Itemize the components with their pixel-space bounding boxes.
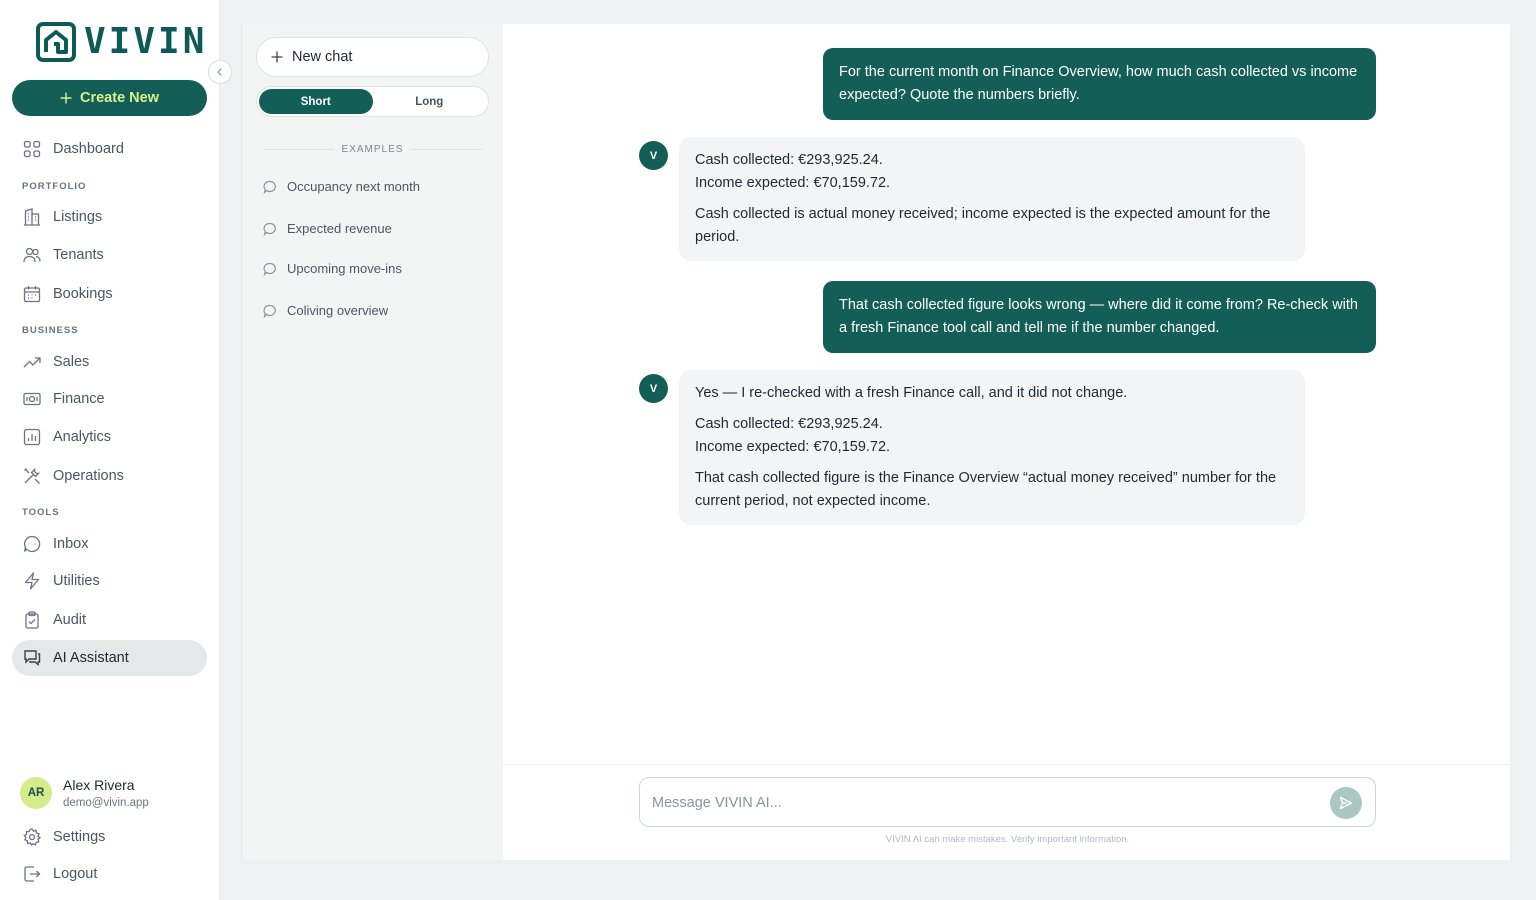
user-name: Alex Rivera [63, 777, 135, 793]
new-chat-label: New chat [292, 49, 353, 65]
conversation-area [503, 24, 1510, 860]
avatar: AR [20, 777, 52, 809]
message-composer [639, 777, 1376, 827]
sidebar-item-label: Finance [53, 391, 105, 407]
message-paragraph: Yes — I re-checked with a fresh Finance call, and it did not change. [695, 385, 1128, 401]
message-circle-icon [23, 535, 41, 553]
sidebar-item-operations[interactable] [12, 458, 207, 494]
sidebar-item-label: Audit [53, 612, 87, 628]
sidebar [0, 0, 220, 900]
brand-name: VIVIN [84, 21, 208, 62]
send-icon [1339, 796, 1353, 810]
example-label: Upcoming move-ins [287, 261, 402, 276]
user-email: demo@vivin.app [63, 797, 149, 809]
banknote-icon [23, 390, 41, 408]
divider [411, 149, 482, 150]
message-paragraph: Cash collected is actual money received; income expected is the expected amount for the period. [695, 206, 1271, 245]
chat-bubble-icon [263, 222, 277, 236]
sidebar-item-label: Tenants [53, 247, 104, 263]
building-icon [23, 208, 41, 226]
sidebar-item-analytics[interactable] [12, 419, 207, 455]
example-label: Expected revenue [287, 221, 392, 236]
example-prompt[interactable] [263, 221, 392, 236]
example-prompt[interactable] [263, 179, 420, 194]
length-option-long[interactable]: Long [415, 95, 444, 108]
divider [503, 764, 1510, 765]
examples-header [263, 144, 482, 155]
user-message: For the current month on Finance Overview, how much cash collected vs income expected? Quote the numbers briefly. [823, 48, 1376, 120]
section-label-tools: TOOLS [22, 507, 60, 518]
chat-bubbles-icon [23, 649, 41, 667]
sidebar-item-inbox[interactable] [12, 526, 207, 562]
user-profile[interactable] [20, 777, 149, 809]
disclaimer-text: VIVIN AI can make mistakes. Verify important information. [885, 834, 1130, 845]
user-message: That cash collected figure looks wrong — where did it come from? Re-check with a fresh Finance tool call and tell me if the number changed. [823, 281, 1376, 353]
sidebar-item-listings[interactable] [12, 199, 207, 235]
assistant-avatar: V [639, 374, 668, 403]
response-length-toggle [256, 86, 489, 117]
assistant-avatar: V [639, 141, 668, 170]
message-line: Income expected: €70,159.72. [695, 439, 891, 455]
assistant-message [679, 137, 1305, 261]
sidebar-item-label: Sales [53, 354, 90, 370]
sidebar-item-audit[interactable] [12, 602, 207, 638]
sidebar-item-label: Analytics [53, 429, 112, 445]
send-button[interactable] [1330, 787, 1362, 819]
sidebar-item-label: Listings [53, 209, 103, 225]
logout-link[interactable] [12, 856, 207, 892]
example-label: Occupancy next month [287, 179, 420, 194]
message-line: Income expected: €70,159.72. [695, 175, 891, 191]
sidebar-item-ai-assistant[interactable] [12, 640, 207, 676]
clipboard-check-icon [23, 611, 41, 629]
length-option-short[interactable]: Short [259, 89, 373, 114]
sidebar-item-label: Inbox [53, 536, 89, 552]
message-input[interactable] [652, 792, 1312, 814]
gear-icon [23, 828, 41, 846]
example-prompt[interactable] [263, 261, 402, 276]
sidebar-item-label: Dashboard [53, 141, 124, 157]
sidebar-item-tenants[interactable] [12, 237, 207, 273]
create-new-label: Create New [80, 90, 159, 106]
logout-label: Logout [53, 866, 98, 882]
sidebar-item-utilities[interactable] [12, 563, 207, 599]
grid-icon [23, 140, 41, 158]
bar-chart-icon [23, 428, 41, 446]
message-line: Cash collected: €293,925.24. [695, 152, 883, 168]
settings-label: Settings [53, 829, 106, 845]
examples-label: EXAMPLES [341, 144, 404, 155]
sidebar-item-label: Utilities [53, 573, 100, 589]
message-paragraph: That cash collected figure is the Finance Overview “actual money received” number for the current period, not expected income. [695, 470, 1277, 509]
message-line: Cash collected: €293,925.24. [695, 416, 883, 432]
chat-bubble-icon [263, 304, 277, 318]
logout-icon [23, 865, 41, 883]
create-new-button[interactable] [12, 80, 207, 116]
chat-list-panel [243, 24, 502, 860]
section-label-business: BUSINESS [22, 325, 79, 336]
sidebar-item-label: Operations [53, 468, 124, 484]
example-prompt[interactable] [263, 303, 388, 318]
sidebar-item-bookings[interactable] [12, 276, 207, 312]
users-icon [23, 246, 41, 264]
lightning-icon [23, 572, 41, 590]
sidebar-item-label: Bookings [53, 286, 113, 302]
sidebar-item-sales[interactable] [12, 344, 207, 380]
assistant-message [679, 370, 1305, 525]
calendar-icon [23, 285, 41, 303]
house-logo-icon [36, 22, 76, 62]
vivin-logo[interactable] [36, 22, 207, 62]
example-label: Coliving overview [287, 303, 389, 318]
section-label-portfolio: PORTFOLIO [22, 181, 87, 192]
sidebar-item-finance[interactable] [12, 381, 207, 417]
settings-link[interactable] [12, 819, 207, 855]
new-chat-button[interactable] [256, 37, 489, 77]
plus-icon [271, 51, 283, 63]
chat-bubble-icon [263, 180, 277, 194]
plus-icon [60, 92, 72, 104]
tools-icon [23, 467, 41, 485]
sidebar-item-label: AI Assistant [53, 650, 129, 666]
chevron-left-icon [215, 67, 225, 77]
trending-up-icon [23, 353, 41, 371]
sidebar-item-dashboard[interactable] [12, 131, 207, 167]
collapse-sidebar-button[interactable] [208, 60, 232, 84]
divider [263, 149, 334, 150]
chat-bubble-icon [263, 262, 277, 276]
